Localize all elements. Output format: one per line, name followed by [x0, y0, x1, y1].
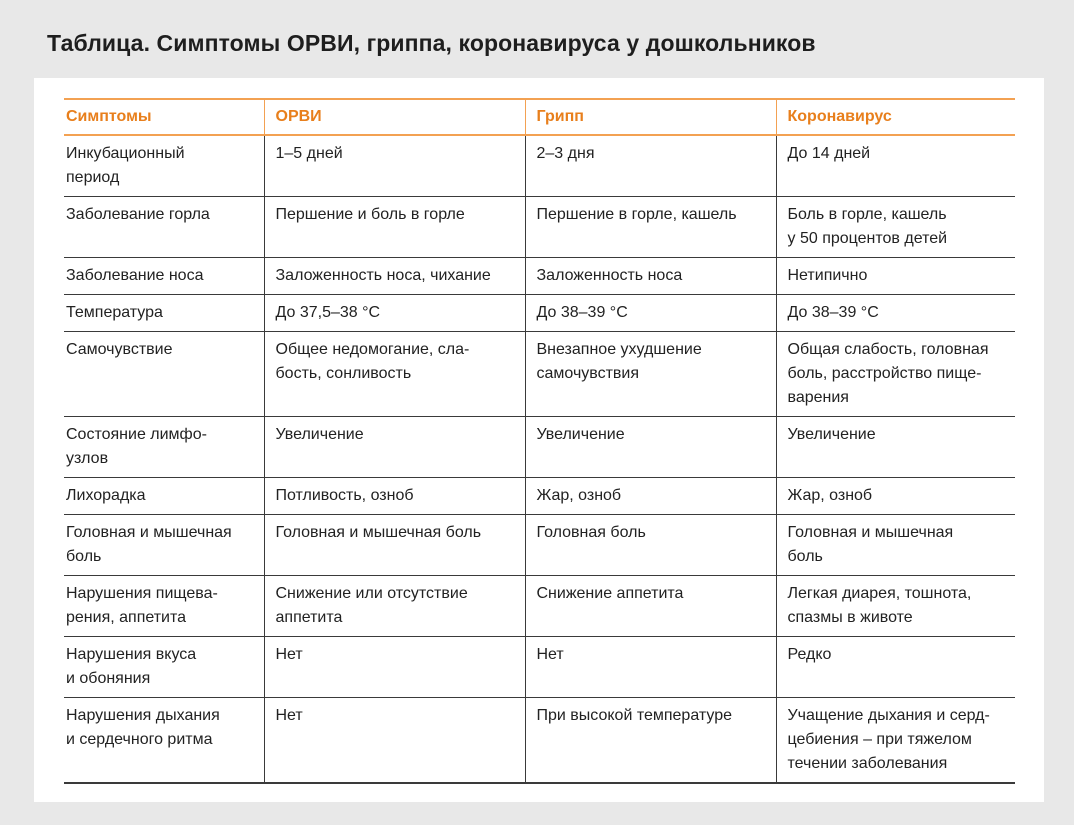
page-title: Таблица. Симптомы ОРВИ, гриппа, коронавируса у дошкольников	[47, 30, 816, 56]
header-symptoms: Симптомы	[66, 108, 152, 125]
table-row	[64, 637, 1015, 698]
flu-cell: Нет	[525, 637, 776, 698]
coronavirus-cell: До 38–39 °С	[776, 295, 1015, 332]
orvi-cell: Нет	[264, 698, 525, 784]
orvi-cell: Снижение или отсутствие аппетита	[264, 576, 525, 637]
table-card	[34, 78, 1044, 802]
coronavirus-cell: Нетипично	[776, 258, 1015, 295]
orvi-cell: Потливость, озноб	[264, 478, 525, 515]
symptom-cell: Состояние лимфо- узлов	[64, 417, 264, 478]
coronavirus-cell: Головная и мышечная боль	[776, 515, 1015, 576]
flu-cell: При высокой температуре	[525, 698, 776, 784]
header-coronavirus: Коронавирус	[776, 99, 1015, 135]
symptom-cell: Самочувствие	[64, 332, 264, 417]
symptom-cell: Нарушения вкуса и обоняния	[64, 637, 264, 698]
flu-cell: Першение в горле, кашель	[525, 197, 776, 258]
coronavirus-cell: Боль в горле, кашель у 50 процентов детей	[776, 197, 1015, 258]
table-row	[64, 515, 1015, 576]
coronavirus-cell: Редко	[776, 637, 1015, 698]
symptom-cell: Инкубационный период	[64, 135, 264, 197]
table-row	[64, 478, 1015, 515]
orvi-cell: Общее недомогание, сла- бость, сонливость	[264, 332, 525, 417]
table-row	[64, 417, 1015, 478]
flu-cell: Заложенность носа	[525, 258, 776, 295]
flu-cell: Снижение аппетита	[525, 576, 776, 637]
orvi-cell: Першение и боль в горле	[264, 197, 525, 258]
flu-cell: 2–3 дня	[525, 135, 776, 197]
header-row	[64, 99, 1015, 135]
symptoms-table	[64, 98, 1015, 784]
symptom-cell: Заболевание носа	[64, 258, 264, 295]
orvi-cell: 1–5 дней	[264, 135, 525, 197]
symptom-cell: Нарушения дыхания и сердечного ритма	[64, 698, 264, 784]
symptom-cell: Заболевание горла	[64, 197, 264, 258]
coronavirus-cell: Учащение дыхания и серд- цебиения – при тяжелом течении заболевания	[776, 698, 1015, 784]
header-orvi: ОРВИ	[264, 99, 525, 135]
flu-cell: Увеличение	[525, 417, 776, 478]
symptom-cell: Температура	[64, 295, 264, 332]
orvi-cell: Головная и мышечная боль	[264, 515, 525, 576]
flu-cell: До 38–39 °С	[525, 295, 776, 332]
coronavirus-cell: До 14 дней	[776, 135, 1015, 197]
symptom-cell: Нарушения пищева- рения, аппетита	[64, 576, 264, 637]
orvi-cell: Нет	[264, 637, 525, 698]
coronavirus-cell: Жар, озноб	[776, 478, 1015, 515]
orvi-cell: Заложенность носа, чихание	[264, 258, 525, 295]
orvi-cell: До 37,5–38 °С	[264, 295, 525, 332]
coronavirus-cell: Общая слабость, головная боль, расстройство пище- варения	[776, 332, 1015, 417]
table-row	[64, 698, 1015, 784]
coronavirus-cell: Увеличение	[776, 417, 1015, 478]
table-row	[64, 295, 1015, 332]
symptom-cell: Лихорадка	[64, 478, 264, 515]
orvi-cell: Увеличение	[264, 417, 525, 478]
header-flu: Грипп	[525, 99, 776, 135]
table-row	[64, 197, 1015, 258]
table-row	[64, 576, 1015, 637]
table-body	[64, 135, 1015, 783]
flu-cell: Головная боль	[525, 515, 776, 576]
table-row	[64, 258, 1015, 295]
flu-cell: Внезапное ухудшение самочувствия	[525, 332, 776, 417]
table-header	[64, 99, 1015, 135]
coronavirus-cell: Легкая диарея, тошнота, спазмы в животе	[776, 576, 1015, 637]
symptom-cell: Головная и мышечная боль	[64, 515, 264, 576]
table-row	[64, 332, 1015, 417]
flu-cell: Жар, озноб	[525, 478, 776, 515]
table-row	[64, 135, 1015, 197]
